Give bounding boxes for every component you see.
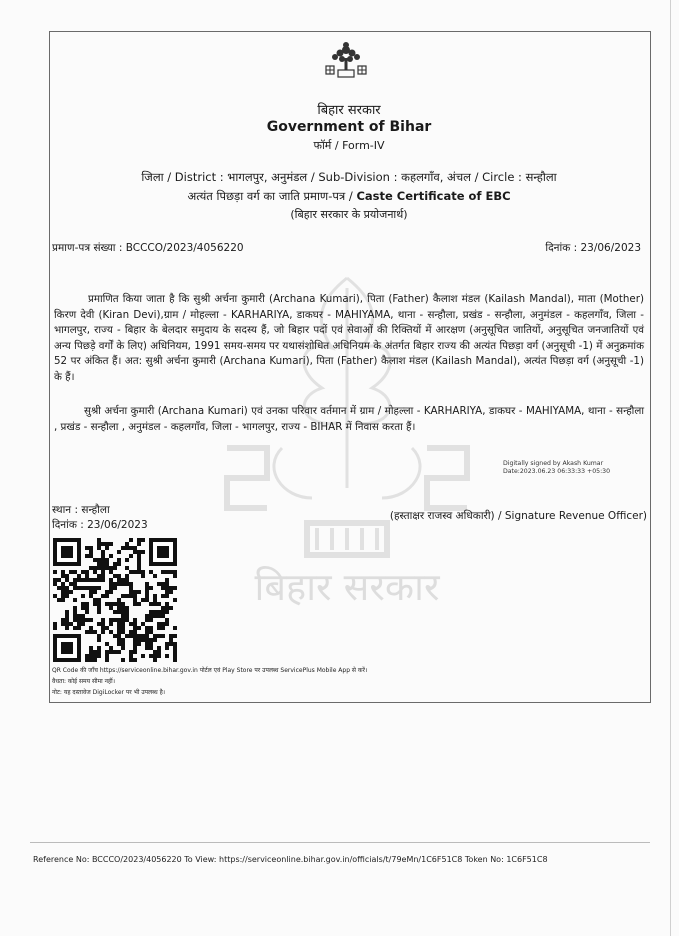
qr-note: QR Code की जाँच https://serviceonline.bihar.gov.in पोर्टल एवं Play Store पर उपलब्ध ServicePlus Mobile App से करें। bbox=[52, 667, 368, 674]
signature-line: (हस्ताक्षर राजस्व अधिकारी) / Signature Revenue Officer) bbox=[389, 510, 647, 522]
bottom-date-line: दिनांक : 23/06/2023 bbox=[52, 519, 148, 531]
digital-signature-line-2: Date:2023.06.23 06:33:33 +05:30 bbox=[503, 468, 611, 475]
watermark-text: बिहार सरकार bbox=[254, 565, 440, 609]
certificate-title-english: Caste Certificate of EBC bbox=[356, 189, 511, 203]
purpose-line: (बिहार सरकार के प्रयोजनार्थ) bbox=[290, 208, 408, 221]
digital-signature bbox=[503, 460, 610, 476]
certificate-paragraph-1: प्रमाणित किया जाता है कि सुश्री अर्चना कुमारी (Archana Kumari), पिता (Father) कैलाश मंडल (Kailash Mandal), माता (Mother) किरण देवी (Kiran Devi),ग्राम / मोहल्ला - KARHARIYA, डाकघर - MAHIYAMA, थाना - सन्हौला, प्रखंड - सन्हौला, अनुमंडल - कहलगाँव, जिला - भागलपुर, राज्य - बिहार के बेलदार समुदाय के सदस्य हैं, जो बिहार पदों एवं सेवाओं की रिक्तियों में आरक्षण (अनुसूचित जातियों, अनुसूचित जनजातियों एवं अन्य पिछड़े वर्गों के लिए) अधिनियम, 1991 समय-समय पर यथासंशोधित अधिनियम के अंतर्गत बिहार राज्य की अत्यंत पिछड़ा वर्ग (अनुसूची -1) में अनुक्रमांक 52 पर अंकित हैं। अत: सुश्री अर्चना कुमारी (Archana Kumari), पिता (Father) कैलाश मंडल (Kailash Mandal), अत्यंत पिछड़ा वर्ग (अनुसूची -1) के हैं। bbox=[54, 293, 644, 383]
form-line: फॉर्म / Form-IV bbox=[313, 139, 385, 152]
validity-note: वैधता: कोई समय सीमा नहीं। bbox=[52, 678, 115, 685]
scan-edge bbox=[670, 0, 671, 936]
english-title: Government of Bihar bbox=[266, 119, 432, 135]
reference-footer[interactable]: Reference No: BCCCO/2023/4056220 To View: https://serviceonline.bihar.gov.in/officials/t/79eMn/1C6F51C8 Token No: 1C6F51C8 bbox=[33, 855, 548, 864]
footer-divider bbox=[30, 842, 650, 843]
digital-signature-line-1: Digitally signed by Akash Kumar bbox=[503, 460, 604, 467]
hindi-title: बिहार सरकार bbox=[317, 103, 381, 118]
certificate-number: प्रमाण-पत्र संख्या : BCCCO/2023/4056220 bbox=[52, 242, 244, 254]
qr-code-icon[interactable] bbox=[53, 538, 177, 662]
certificate-title-hindi: अत्यंत पिछड़ा वर्ग का जाति प्रमाण-पत्र / bbox=[187, 189, 357, 203]
digilocker-note: नोट: यह दस्तावेज DigiLocker पर भी उपलब्ध है। bbox=[52, 689, 166, 696]
certificate-title bbox=[49, 189, 649, 204]
place-line: स्थान : सन्हौला bbox=[52, 504, 110, 516]
issue-date: दिनांक : 23/06/2023 bbox=[545, 242, 641, 254]
bihar-emblem-icon bbox=[318, 40, 374, 84]
district-line: जिला / District : भागलपुर, अनुमंडल / Sub-Division : कहलगाँव, अंचल / Circle : सन्हौला bbox=[141, 170, 557, 184]
certificate-paragraph-2: सुश्री अर्चना कुमारी (Archana Kumari) एवं उनका परिवार वर्तमान में ग्राम / मोहल्ला - KARHARIYA, डाकघर - MAHIYAMA, थाना - सन्हौला , प्रखंड - सन्हौला , अनुमंडल - कहलगाँव, जिला - भागलपुर, राज्य - BIHAR में निवास करता हैं। bbox=[54, 405, 644, 433]
